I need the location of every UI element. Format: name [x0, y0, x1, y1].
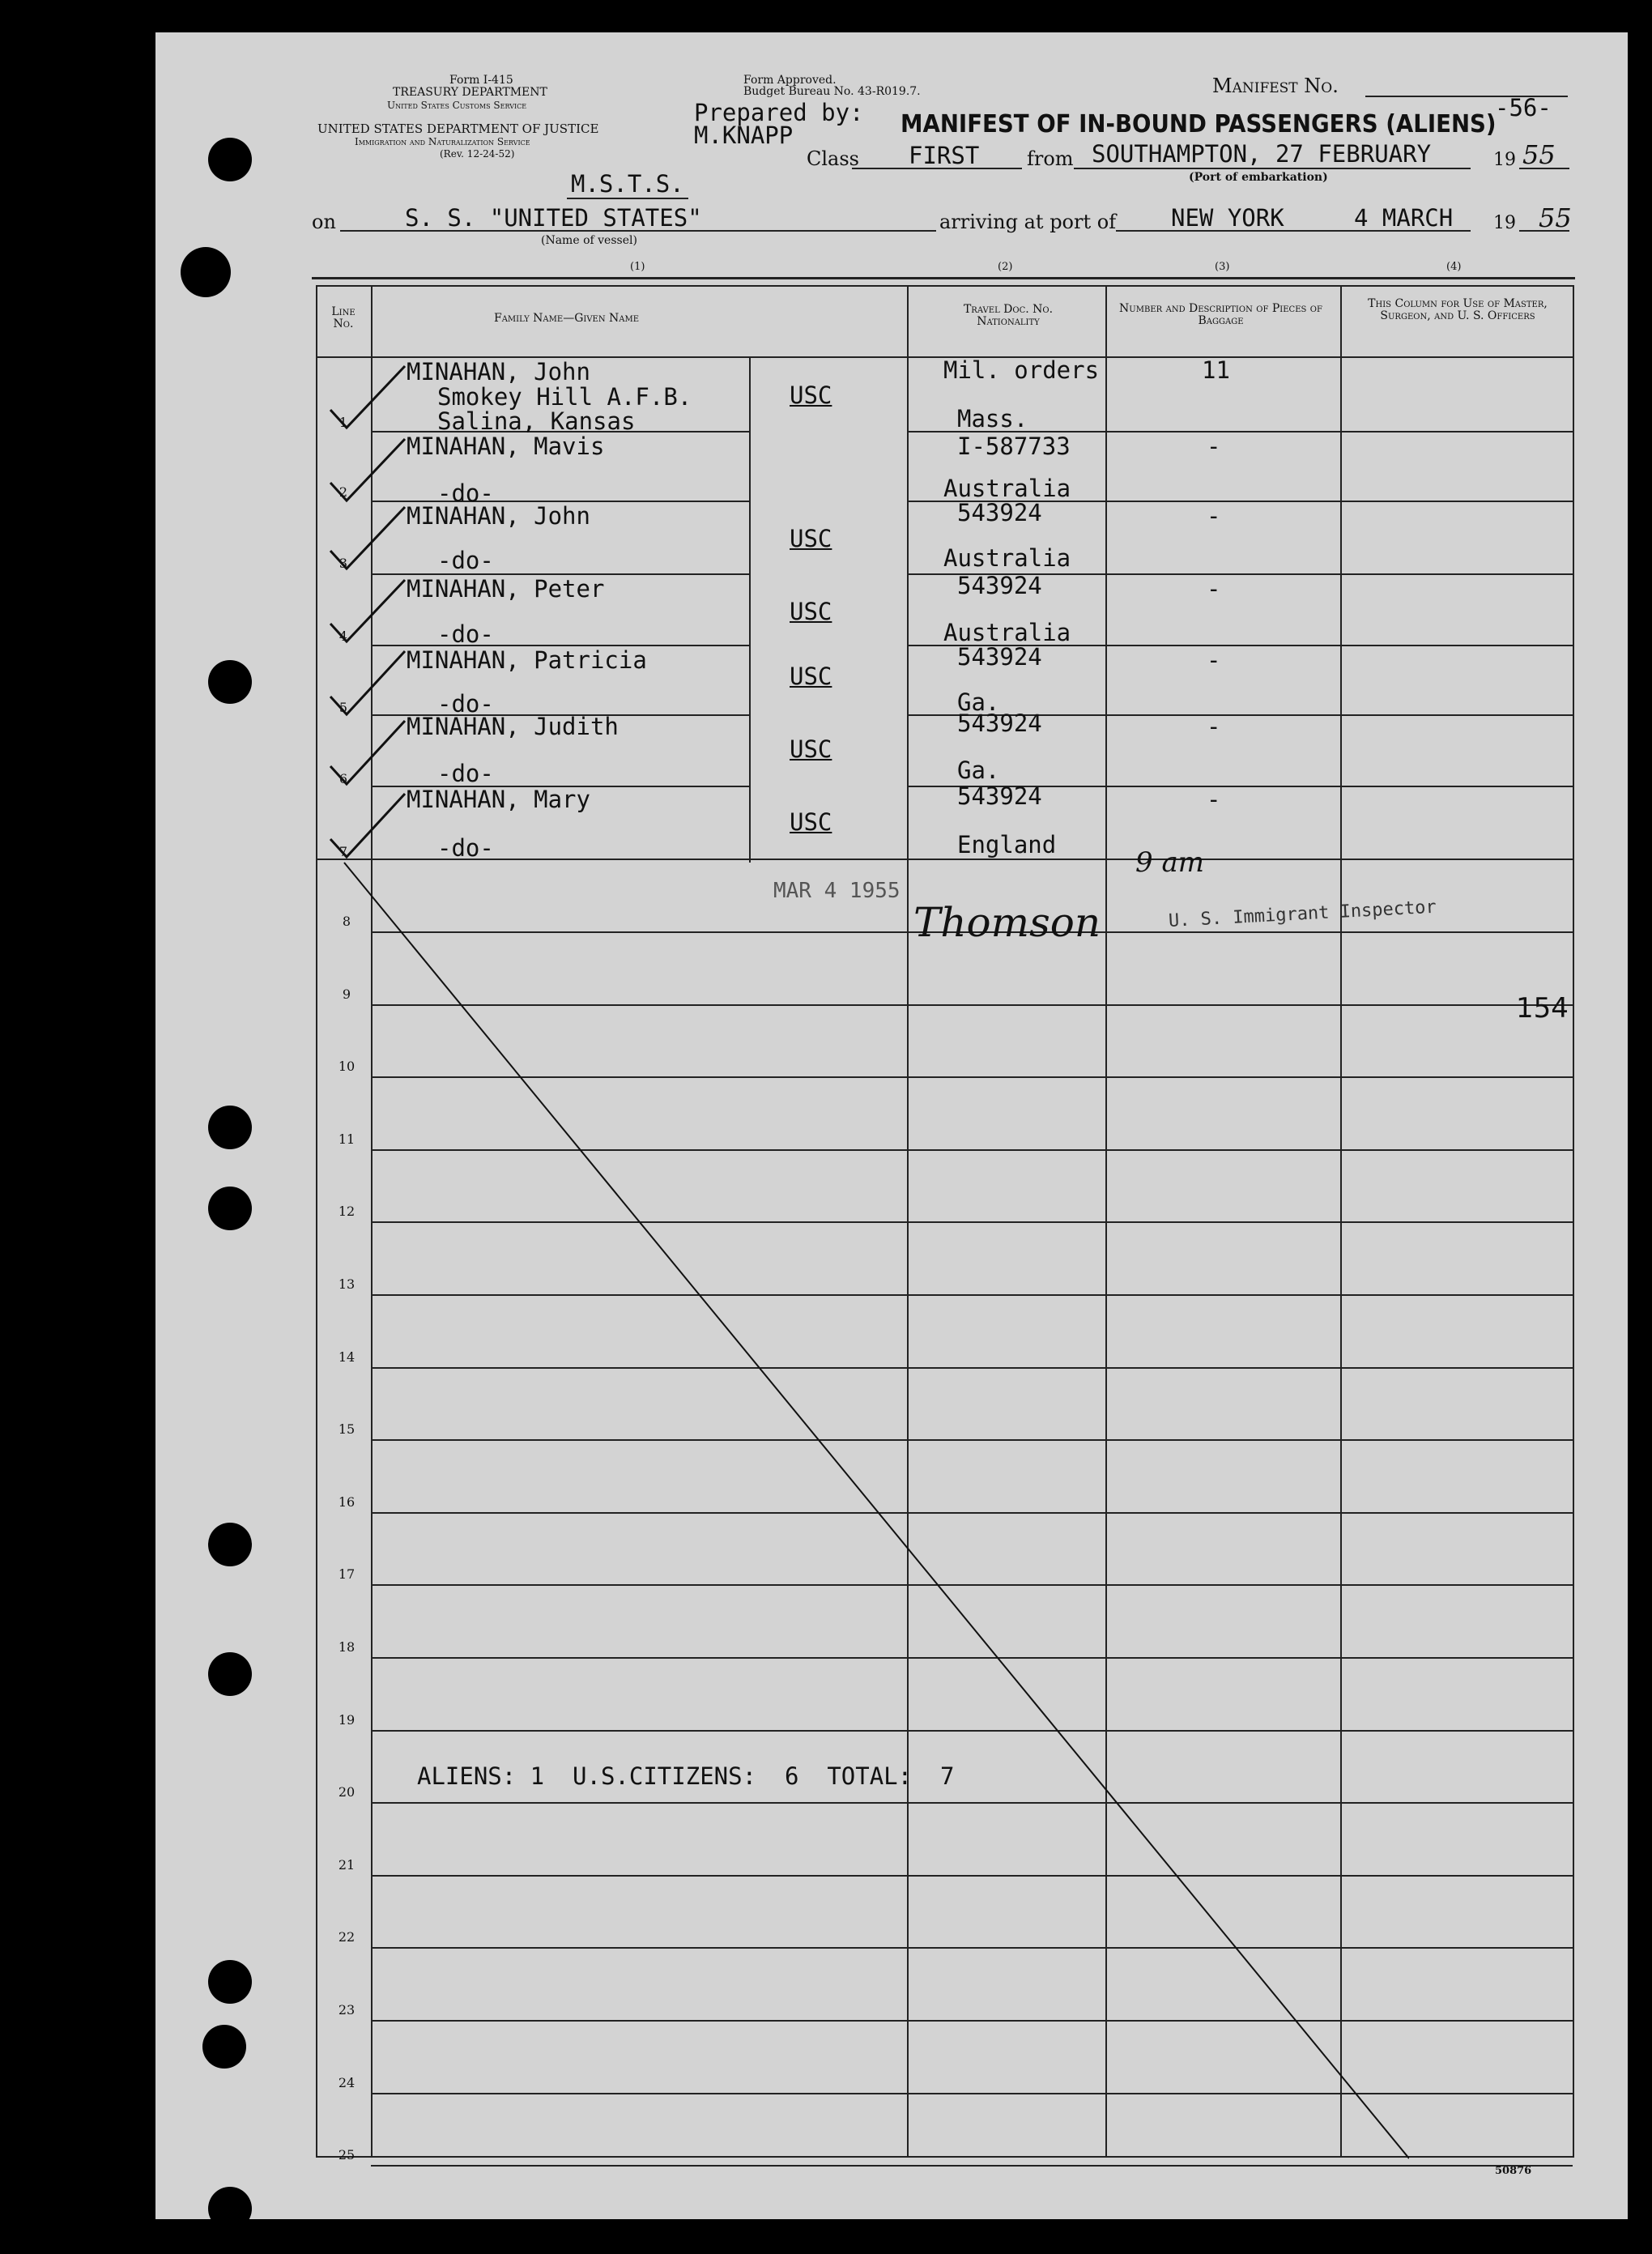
line-number: 21 — [338, 1857, 356, 1873]
line-number: 13 — [338, 1276, 356, 1292]
inspection-time: 9 am — [1135, 846, 1204, 879]
prepared-by-label: Prepared by: — [694, 99, 864, 126]
passenger-2-nationality: Australia — [943, 475, 1071, 502]
passenger-6-baggage: - — [1207, 713, 1221, 740]
passenger-3-baggage: - — [1207, 502, 1221, 530]
prepared-by: M.KNAPP — [694, 121, 794, 149]
line-number: 17 — [338, 1566, 356, 1582]
year2-suffix: 55 — [1539, 202, 1572, 233]
line-number: 24 — [338, 2075, 356, 2090]
passenger-7-baggage: - — [1207, 786, 1221, 813]
passenger-1-baggage: 11 — [1202, 356, 1230, 384]
ins-label: Immigration and Naturalization Service — [355, 136, 530, 147]
col-num-2: (2) — [998, 261, 1013, 273]
passenger-5-baggage: - — [1207, 646, 1221, 674]
passenger-5-status: USC — [790, 663, 832, 690]
passenger-2-baggage: - — [1207, 432, 1221, 460]
passenger-4-name: MINAHAN, Peter — [407, 575, 605, 603]
arriving-label: arriving at port of — [939, 211, 1117, 233]
passenger-totals: ALIENS: 1 U.S.CITIZENS: 6 TOTAL: 7 — [417, 1762, 955, 1790]
passenger-7-name: MINAHAN, Mary — [407, 786, 590, 813]
header-officers: This Column for Use of Master, Surgeon, and U. S. Officers — [1368, 297, 1548, 322]
msts-label: M.S.T.S. — [571, 170, 684, 198]
from-value: SOUTHAMPTON, 27 FEBRUARY — [1092, 140, 1432, 168]
year2-line — [1519, 230, 1569, 232]
vessel-name: S. S. "UNITED STATES" — [405, 204, 702, 232]
inspection-date-stamp: MAR 4 1955 — [773, 879, 901, 903]
line-number: 5 — [338, 700, 348, 715]
row-separator — [371, 2165, 1573, 2167]
passenger-4-addr: -do- — [437, 620, 494, 648]
passenger-6-doc: 543924 — [957, 709, 1042, 737]
punch-hole — [208, 1523, 252, 1566]
col-num-3: (3) — [1215, 261, 1230, 273]
punch-hole — [208, 1187, 252, 1230]
cancellation-line — [340, 859, 1409, 2162]
inspector-signature: Thomson — [913, 899, 1101, 946]
vessel-caption: (Name of vessel) — [541, 234, 637, 247]
line-number: 3 — [338, 556, 348, 571]
header-baggage: Number and Description of Pieces of Baggage — [1119, 302, 1322, 327]
line-number: 9 — [342, 986, 351, 1002]
passenger-5-name: MINAHAN, Patricia — [407, 646, 647, 674]
passenger-6-nationality: Ga. — [957, 756, 1000, 784]
passenger-3-name: MINAHAN, John — [407, 502, 590, 530]
table-top-line — [312, 277, 1575, 279]
passenger-4-baggage: - — [1207, 575, 1221, 603]
footer-code: 50876 — [1495, 2165, 1532, 2177]
line-number: 22 — [338, 1929, 356, 1945]
col-num-4: (4) — [1446, 261, 1462, 273]
msts-line — [567, 198, 688, 199]
passenger-7-nationality: England — [957, 831, 1057, 859]
line-number: 20 — [338, 1784, 356, 1800]
line-number: 10 — [338, 1059, 356, 1074]
punch-hole — [208, 1106, 252, 1149]
line-number: 7 — [338, 844, 348, 859]
line-number: 15 — [338, 1421, 356, 1437]
check-mark — [330, 651, 405, 714]
table-top-border — [316, 285, 1574, 287]
passenger-1-nationality: Mass. — [957, 405, 1028, 432]
line-number: 18 — [338, 1639, 356, 1655]
form-approved: Form Approved. — [743, 74, 837, 87]
passenger-1-addr1: Smokey Hill A.F.B. — [437, 383, 692, 411]
port-of-arrival: NEW YORK — [1171, 204, 1284, 232]
check-marks — [316, 356, 437, 875]
check-mark — [330, 439, 405, 501]
check-mark — [330, 507, 405, 569]
check-mark — [330, 794, 405, 857]
year1-suffix: 55 — [1522, 139, 1556, 170]
line-number: 16 — [338, 1494, 356, 1510]
from-line — [1074, 168, 1471, 169]
passenger-6-name: MINAHAN, Judith — [407, 713, 619, 740]
arrival-date: 4 MARCH — [1354, 204, 1454, 232]
line-number: 2 — [338, 484, 348, 500]
form-number: Form I-415 — [449, 74, 513, 87]
passenger-1-doc: Mil. orders — [943, 356, 1100, 384]
passenger-7-addr: -do- — [437, 834, 494, 862]
passenger-1-addr2: Salina, Kansas — [437, 407, 636, 435]
year1-line — [1519, 168, 1569, 169]
passenger-4-status: USC — [790, 598, 832, 625]
header-line-no: Line No. — [331, 305, 356, 330]
passenger-5-addr: -do- — [437, 690, 494, 718]
line-number: 1 — [338, 415, 348, 430]
line-number: 25 — [338, 2147, 356, 2162]
passenger-3-doc: 543924 — [957, 499, 1042, 526]
status-col-divider — [749, 356, 751, 863]
punch-hole — [208, 2187, 252, 2231]
margin-number: 154 — [1516, 992, 1569, 1025]
punch-hole — [208, 1652, 252, 1696]
passenger-3-status: USC — [790, 525, 832, 552]
line-number: 8 — [342, 914, 351, 929]
passenger-1-name: MINAHAN, John — [407, 358, 590, 386]
header-name: Family Name—Given Name — [494, 312, 640, 325]
year1-prefix: 19 — [1493, 150, 1516, 170]
check-mark — [330, 580, 405, 641]
line-number: 4 — [338, 628, 348, 644]
table-right-border — [1573, 285, 1574, 2158]
passenger-4-nationality: Australia — [943, 619, 1071, 646]
revision-label: (Rev. 12-24-52) — [440, 148, 515, 160]
header-travel-doc: Travel Doc. No. Nationality — [963, 303, 1054, 328]
col-num-1: (1) — [630, 261, 645, 273]
year2-prefix: 19 — [1493, 213, 1516, 233]
from-label: from — [1027, 147, 1074, 170]
line-number: 19 — [338, 1712, 356, 1728]
passenger-1-status: USC — [790, 381, 832, 409]
manifest-no-label: Manifest No. — [1212, 75, 1339, 97]
punch-hole — [208, 1960, 252, 2004]
punch-hole — [202, 2025, 246, 2069]
line-number: 23 — [338, 2002, 356, 2018]
passenger-2-doc: I-587733 — [957, 432, 1071, 460]
manifest-number: -56- — [1495, 94, 1552, 121]
line-number: 11 — [338, 1131, 356, 1147]
budget-bureau: Budget Bureau No. 43-R019.7. — [743, 85, 921, 98]
punch-hole — [208, 138, 252, 181]
passenger-6-addr: -do- — [437, 760, 494, 787]
line-number: 12 — [338, 1204, 356, 1219]
passenger-5-nationality: Ga. — [957, 688, 1000, 716]
passenger-7-status: USC — [790, 808, 832, 836]
passenger-2-addr: -do- — [437, 479, 494, 507]
punch-hole — [181, 247, 231, 297]
manifest-title: MANIFEST OF IN-BOUND PASSENGERS (ALIENS) — [901, 110, 1497, 138]
on-label: on — [312, 211, 336, 233]
passenger-4-doc: 543924 — [957, 572, 1042, 599]
treasury-dept: TREASURY DEPARTMENT — [393, 86, 547, 99]
passenger-2-name: MINAHAN, Mavis — [407, 432, 605, 460]
line-number: 6 — [338, 771, 348, 786]
line-number: 14 — [338, 1349, 356, 1365]
check-mark — [330, 721, 405, 784]
port-embark-caption: (Port of embarkation) — [1189, 171, 1328, 184]
class-value: FIRST — [909, 142, 980, 169]
customs-service: United States Customs Service — [387, 100, 527, 111]
check-mark — [330, 366, 405, 428]
punch-hole — [208, 660, 252, 704]
inspector-title: U. S. Immigrant Inspector — [1168, 897, 1437, 931]
passenger-7-doc: 543924 — [957, 782, 1042, 810]
passenger-6-status: USC — [790, 735, 832, 763]
class-label: Class — [807, 147, 859, 170]
justice-dept: UNITED STATES DEPARTMENT OF JUSTICE — [317, 121, 599, 136]
passenger-3-addr: -do- — [437, 547, 494, 574]
passenger-5-doc: 543924 — [957, 643, 1042, 671]
passenger-3-nationality: Australia — [943, 544, 1071, 572]
